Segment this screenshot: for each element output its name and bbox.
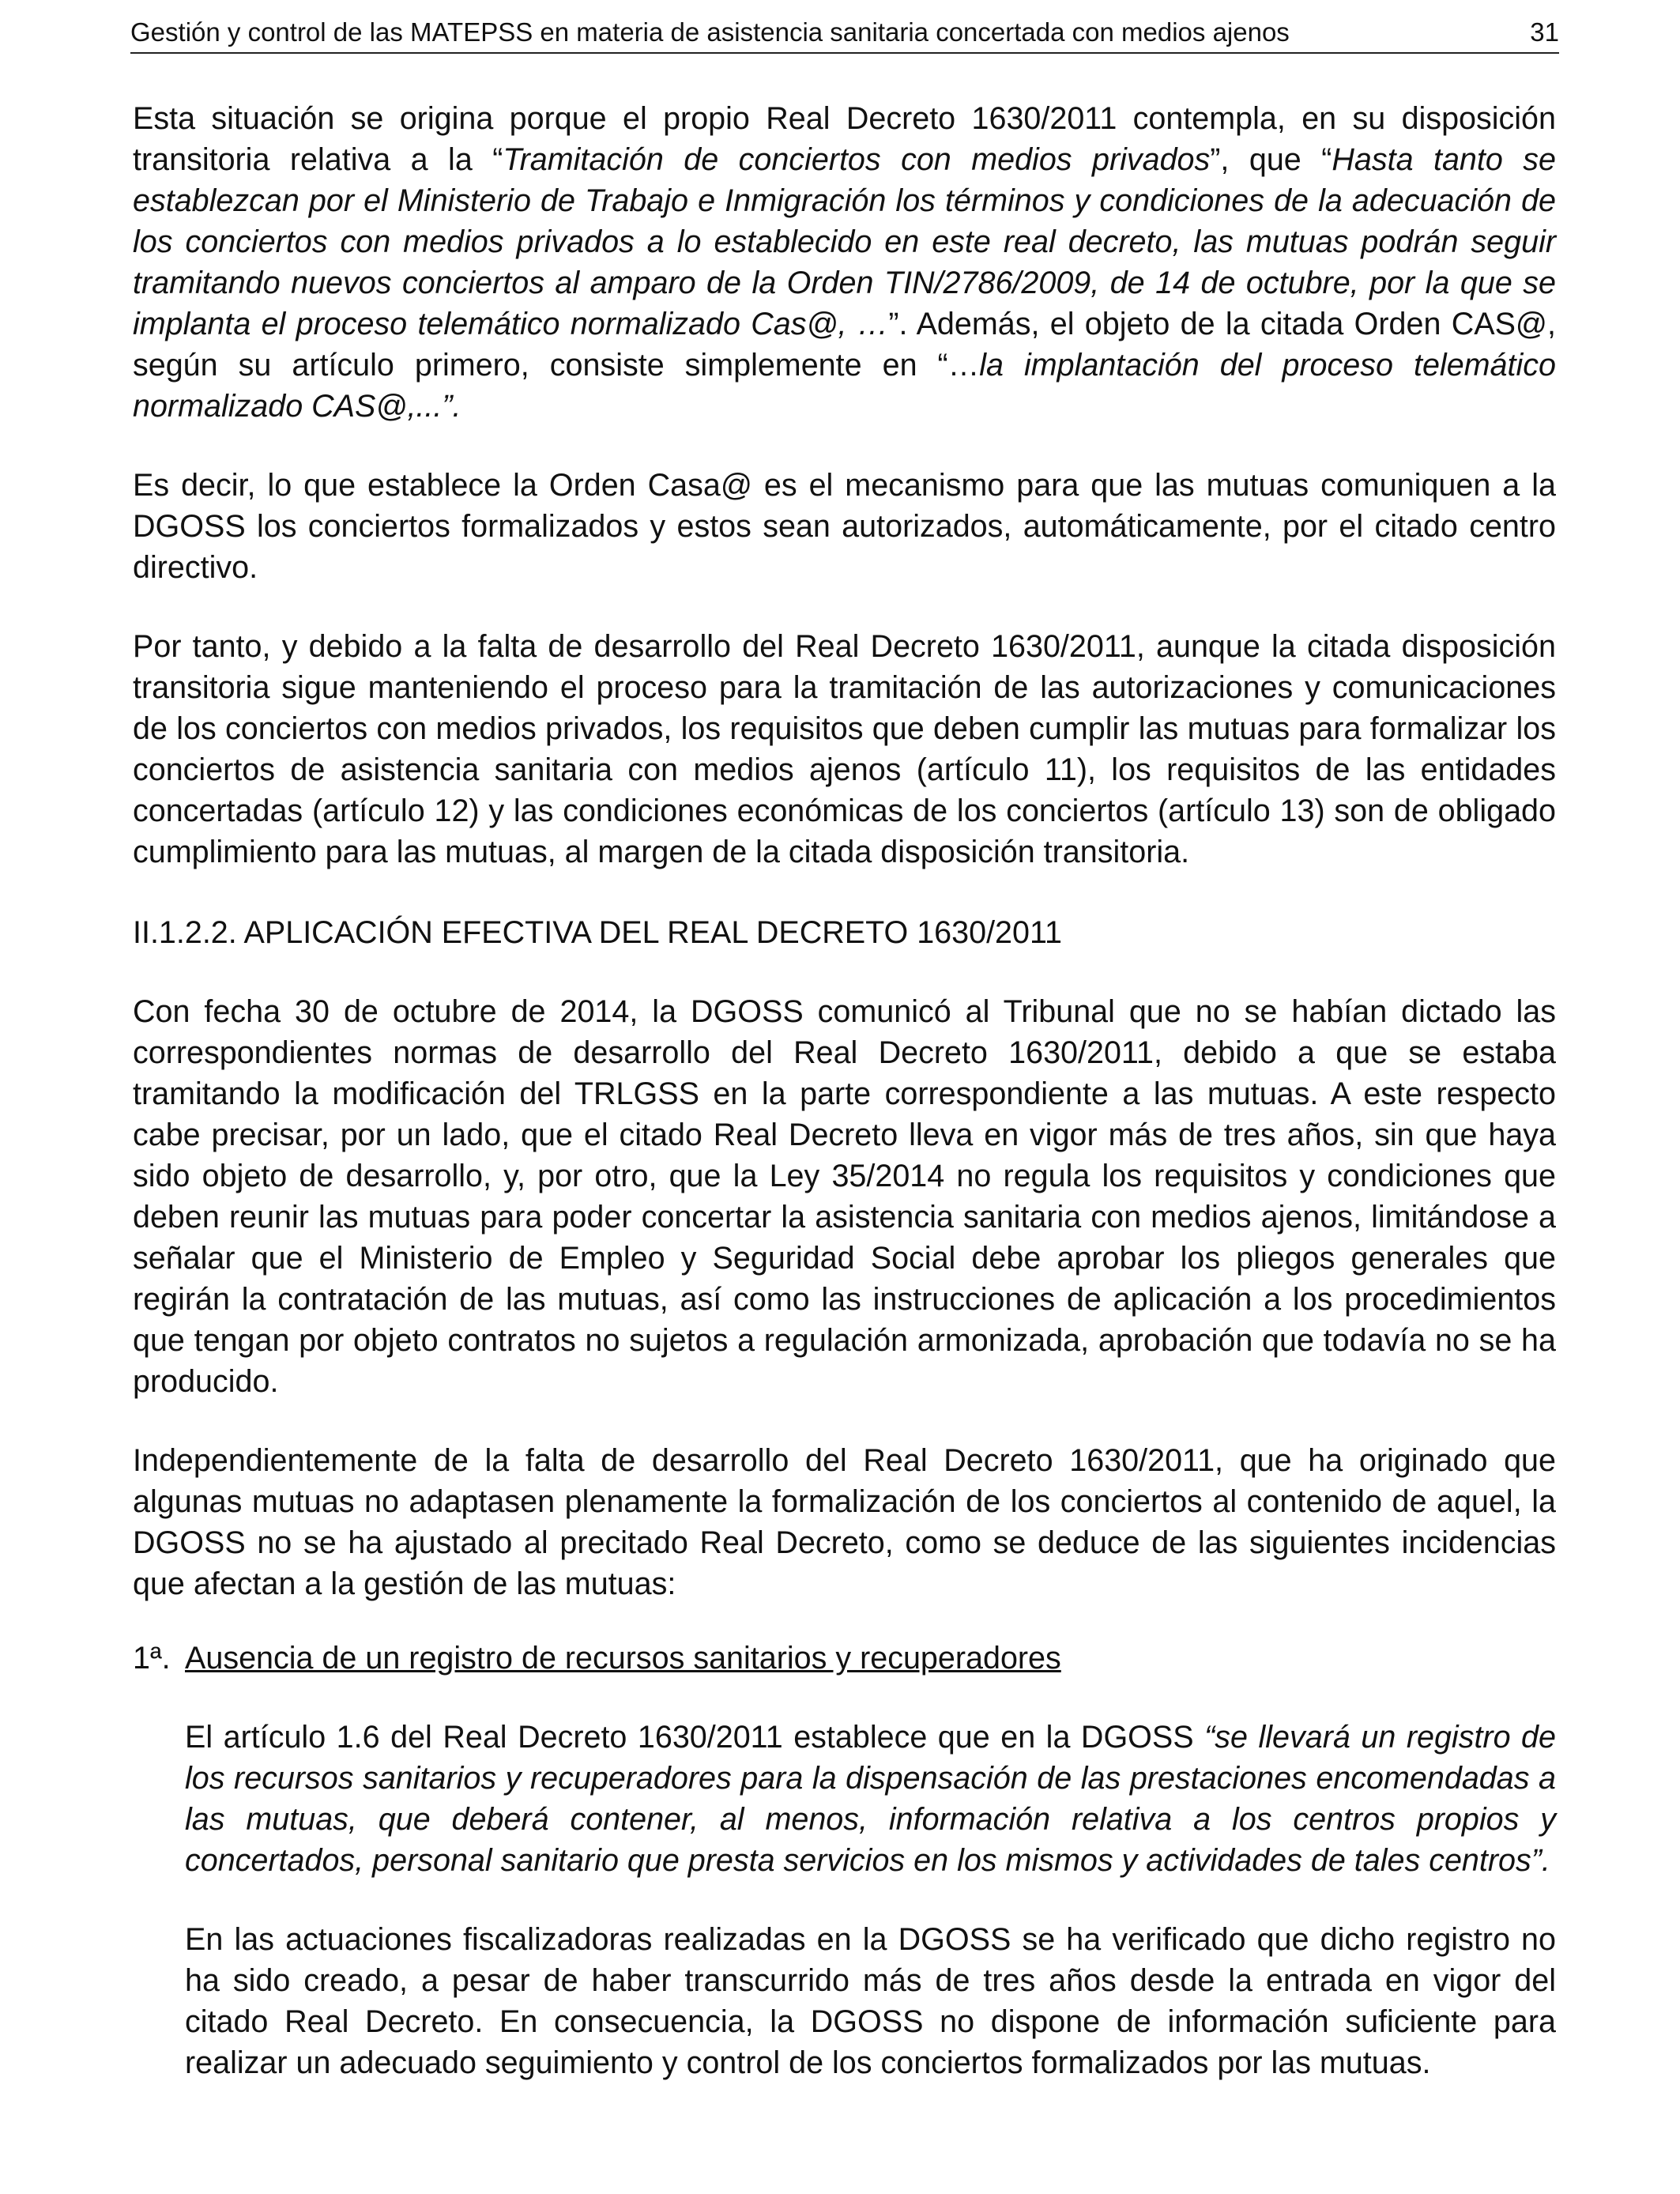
paragraph-1-text-a: Esta situación se origina porque el propio Real Decreto 1630/2011 contempla, en su disposición transitoria relativa a la “ (133, 101, 1556, 177)
running-header (130, 14, 1559, 54)
paragraph-1-italic-a: Tramitación de conciertos con medios privados (503, 142, 1211, 177)
paragraph-1-italic-c: la implantación del proceso telemático normalizado CAS@,...”. (133, 348, 1556, 424)
paragraph-4: Con fecha 30 de octubre de 2014, la DGOSS comunicó al Tribunal que no se habían dictado las correspondientes normas de desarrollo del Real Decreto 1630/2011, debido a que se estaba tramitando la modificación del TRLGSS en la parte correspondiente a las mutuas. A este respecto cabe precisar, por un lado, que el citado Real Decreto lleva en vigor más de tres años, sin que haya sido objeto de desarrollo, y, por otro, que la Ley 35/2014 no regula los requisitos y condiciones que deben reunir las mutuas para poder concertar la asistencia sanitaria con medios ajenos, limitándose a señalar que el Ministerio de Empleo y Seguridad Social debe aprobar los pliegos generales que regirán la contratación de las mutuas, así como las instrucciones de aplicación a los procedimientos que tengan por objeto contratos no sujetos a regulación armonizada, aprobación que todavía no se ha producido. (133, 994, 1556, 1399)
paragraph-1 (133, 98, 1556, 427)
paragraph-6 (185, 1717, 1556, 1881)
paragraph-6-text: El artículo 1.6 del Real Decreto 1630/2011 establece que en la DGOSS (185, 1720, 1205, 1755)
document-body (133, 98, 1556, 2083)
paragraph-1-text-c: ”. Además, el objeto de la citada Orden CAS@, según su artículo primero, consiste simplemente en “… (133, 307, 1556, 383)
paragraph-3: Por tanto, y debido a la falta de desarrollo del Real Decreto 1630/2011, aunque la citada disposición transitoria sigue manteniendo el proceso para la tramitación de las autorizaciones y comunicaciones de los conciertos con medios privados, los requisitos que deben cumplir las mutuas para formalizar los conciertos de asistencia sanitaria con medios ajenos (artículo 11), los requisitos de las entidades concertadas (artículo 12) y las condiciones económicas de los conciertos (artículo 13) son de obligado cumplimiento para las mutuas, al margen de la citada disposición transitoria. (133, 629, 1556, 869)
paragraph-6-italic: “se llevará un registro de los recursos sanitarios y recuperadores para la dispensación de las prestaciones encomendadas a las mutuas, que deberá contener, al menos, información relativa a los centros propios y concertados, personal sanitario que presta servicios en los mismos y actividades de tales centros”. (185, 1720, 1556, 1878)
section-heading: II.1.2.2. APLICACIÓN EFECTIVA DEL REAL DECRETO 1630/2011 (133, 915, 1062, 950)
paragraph-5: Independientemente de la falta de desarrollo del Real Decreto 1630/2011, que ha originado que algunas mutuas no adaptasen plenamente la formalización de los conciertos al contenido de aquel, la DGOSS no se ha ajustado al precitado Real Decreto, como se deduce de las siguientes incidencias que afectan a la gestión de las mutuas: (133, 1443, 1556, 1601)
paragraph-1-italic-b: Hasta tanto se establezcan por el Ministerio de Trabajo e Inmigración los términos y condiciones de la adecuación de los conciertos con medios privados a lo establecido en este real decreto, las mutuas podrán seguir tramitando nuevos conciertos al amparo de la Orden TIN/2786/2009, de 14 de octubre, por la que se implanta el proceso telemático normalizado Cas@, … (133, 142, 1556, 341)
paragraph-2: Es decir, lo que establece la Orden Casa@ es el mecanismo para que las mutuas comuniquen a la DGOSS los conciertos formalizados y estos sean autorizados, automáticamente, por el citado centro directivo. (133, 468, 1556, 585)
list-item-1 (133, 1638, 1556, 1679)
header-title: Gestión y control de las MATEPSS en materia de asistencia sanitaria concertada con medios ajenos (130, 17, 1290, 47)
paragraph-7: En las actuaciones fiscalizadoras realizadas en la DGOSS se ha verificado que dicho registro no ha sido creado, a pesar de haber transcurrido más de tres años desde la entrada en vigor del citado Real Decreto. En consecuencia, la DGOSS no dispone de información suficiente para realizar un adecuado seguimiento y control de los conciertos formalizados por las mutuas. (185, 1922, 1556, 2080)
list-marker: 1ª. (133, 1641, 171, 1676)
list-item-title: Ausencia de un registro de recursos sanitarios y recuperadores (185, 1641, 1061, 1676)
paragraph-1-text-b: ”, que “ (1210, 142, 1332, 177)
page-number: 31 (1530, 17, 1559, 47)
